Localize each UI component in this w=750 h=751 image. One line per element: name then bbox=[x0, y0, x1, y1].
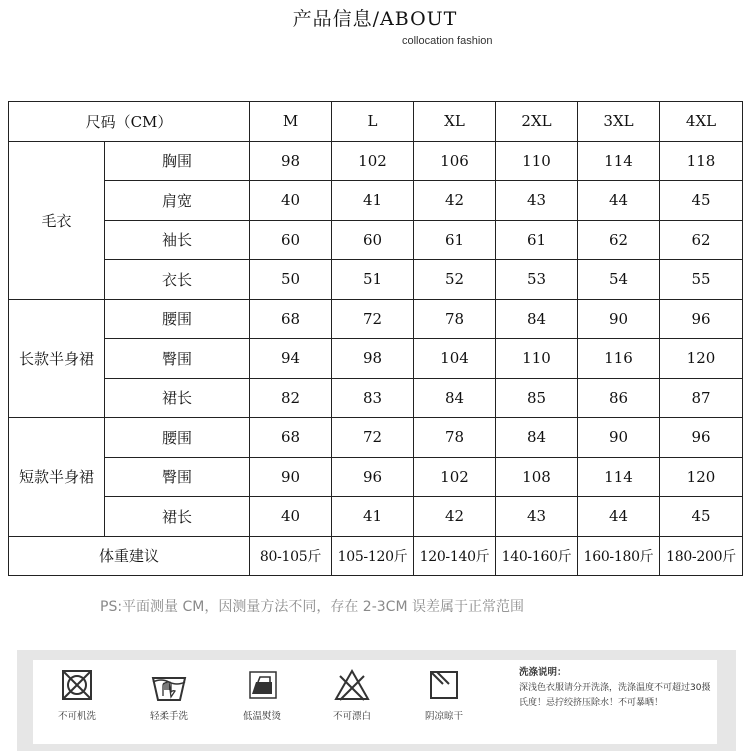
measure-value: 52 bbox=[414, 260, 496, 300]
measure-value: 72 bbox=[332, 418, 414, 458]
weight-value: 180-200斤 bbox=[660, 536, 743, 576]
size-table bbox=[8, 101, 743, 576]
weight-value: 105-120斤 bbox=[332, 536, 414, 576]
measure-value: 90 bbox=[578, 418, 660, 458]
table-row bbox=[9, 339, 743, 379]
measure-value: 45 bbox=[660, 497, 743, 537]
measure-value: 82 bbox=[250, 378, 332, 418]
measure-value: 118 bbox=[660, 141, 743, 181]
measure-value: 96 bbox=[332, 457, 414, 497]
measure-value: 110 bbox=[496, 141, 578, 181]
measure-value: 68 bbox=[250, 299, 332, 339]
measure-label: 臀围 bbox=[105, 339, 250, 379]
weight-value: 140-160斤 bbox=[496, 536, 578, 576]
measure-value: 42 bbox=[414, 497, 496, 537]
table-row bbox=[9, 378, 743, 418]
measure-value: 45 bbox=[660, 181, 743, 221]
measure-value: 104 bbox=[414, 339, 496, 379]
table-row bbox=[9, 418, 743, 458]
size-header-cell: L bbox=[332, 102, 414, 142]
measure-value: 53 bbox=[496, 260, 578, 300]
no-bleach-icon bbox=[332, 666, 372, 704]
measure-value: 84 bbox=[496, 299, 578, 339]
size-header-cell: 4XL bbox=[660, 102, 743, 142]
size-header-cell: 2XL bbox=[496, 102, 578, 142]
page-title: 产品信息/ABOUT bbox=[292, 8, 458, 30]
measure-value: 60 bbox=[250, 220, 332, 260]
group-label: 长款半身裙 bbox=[9, 299, 105, 418]
care-label: 阴凉晾干 bbox=[424, 711, 463, 722]
measure-label: 腰围 bbox=[105, 299, 250, 339]
weight-value: 120-140斤 bbox=[414, 536, 496, 576]
care-label: 低温熨烫 bbox=[242, 711, 281, 722]
measure-value: 61 bbox=[496, 220, 578, 260]
measure-label: 臀围 bbox=[105, 457, 250, 497]
measure-value: 84 bbox=[414, 378, 496, 418]
size-header-cell: M bbox=[250, 102, 332, 142]
table-row bbox=[9, 457, 743, 497]
measure-value: 90 bbox=[250, 457, 332, 497]
weight-value: 80-105斤 bbox=[250, 536, 332, 576]
no-machine-wash-icon bbox=[57, 666, 97, 704]
measure-value: 72 bbox=[332, 299, 414, 339]
care-item-no-bleach bbox=[316, 666, 388, 722]
measure-value: 62 bbox=[578, 220, 660, 260]
size-header-label: 尺码（CM） bbox=[9, 102, 250, 142]
care-label: 不可漂白 bbox=[332, 711, 371, 722]
measure-label: 腰围 bbox=[105, 418, 250, 458]
measure-label: 肩宽 bbox=[105, 181, 250, 221]
measure-value: 78 bbox=[414, 299, 496, 339]
measure-value: 78 bbox=[414, 418, 496, 458]
care-item-no-machine-wash bbox=[41, 666, 113, 722]
care-item-low-iron bbox=[226, 666, 298, 722]
table-header-row bbox=[9, 102, 743, 142]
measure-value: 102 bbox=[414, 457, 496, 497]
shade-dry-icon bbox=[424, 666, 464, 704]
measure-value: 87 bbox=[660, 378, 743, 418]
measure-value: 41 bbox=[332, 497, 414, 537]
page-subtitle: collocation fashion bbox=[402, 35, 493, 47]
measure-value: 83 bbox=[332, 378, 414, 418]
measure-value: 90 bbox=[578, 299, 660, 339]
measure-value: 54 bbox=[578, 260, 660, 300]
measure-value: 43 bbox=[496, 181, 578, 221]
care-item-hand-wash bbox=[133, 666, 205, 722]
measure-value: 55 bbox=[660, 260, 743, 300]
measure-value: 98 bbox=[332, 339, 414, 379]
measure-value: 40 bbox=[250, 181, 332, 221]
care-inner bbox=[33, 660, 717, 744]
weight-row bbox=[9, 536, 743, 576]
measure-label: 袖长 bbox=[105, 220, 250, 260]
low-iron-icon bbox=[242, 666, 282, 704]
measure-value: 108 bbox=[496, 457, 578, 497]
measure-value: 42 bbox=[414, 181, 496, 221]
measure-value: 44 bbox=[578, 497, 660, 537]
measure-value: 68 bbox=[250, 418, 332, 458]
table-row bbox=[9, 497, 743, 537]
table-row bbox=[9, 260, 743, 300]
size-header-cell: 3XL bbox=[578, 102, 660, 142]
measure-value: 85 bbox=[496, 378, 578, 418]
table-row bbox=[9, 220, 743, 260]
measure-value: 110 bbox=[496, 339, 578, 379]
wash-title: 洗涤说明： bbox=[519, 667, 567, 678]
care-label: 不可机洗 bbox=[57, 711, 96, 722]
wash-instructions bbox=[519, 664, 711, 711]
measure-value: 51 bbox=[332, 260, 414, 300]
measure-value: 44 bbox=[578, 181, 660, 221]
measure-value: 43 bbox=[496, 497, 578, 537]
measure-value: 84 bbox=[496, 418, 578, 458]
measure-value: 86 bbox=[578, 378, 660, 418]
care-item-shade-dry bbox=[408, 666, 480, 722]
measure-value: 98 bbox=[250, 141, 332, 181]
care-panel bbox=[17, 650, 736, 751]
measure-value: 106 bbox=[414, 141, 496, 181]
measure-value: 96 bbox=[660, 418, 743, 458]
size-header-cell: XL bbox=[414, 102, 496, 142]
weight-value: 160-180斤 bbox=[578, 536, 660, 576]
measure-value: 62 bbox=[660, 220, 743, 260]
care-label: 轻柔手洗 bbox=[149, 711, 188, 722]
measure-label: 裙长 bbox=[105, 378, 250, 418]
measure-value: 114 bbox=[578, 141, 660, 181]
table-row bbox=[9, 299, 743, 339]
measure-value: 61 bbox=[414, 220, 496, 260]
measurement-note: PS:平面测量 CM，因测量方法不同，存在 2-3CM 误差属于正常范围 bbox=[100, 599, 524, 615]
group-label: 短款半身裙 bbox=[9, 418, 105, 537]
measure-value: 116 bbox=[578, 339, 660, 379]
measure-value: 96 bbox=[660, 299, 743, 339]
group-label: 毛衣 bbox=[9, 141, 105, 299]
measure-value: 102 bbox=[332, 141, 414, 181]
measure-label: 裙长 bbox=[105, 497, 250, 537]
measure-value: 60 bbox=[332, 220, 414, 260]
hand-wash-icon bbox=[149, 666, 189, 704]
table-row bbox=[9, 181, 743, 221]
measure-value: 41 bbox=[332, 181, 414, 221]
measure-label: 衣长 bbox=[105, 260, 250, 300]
measure-value: 120 bbox=[660, 457, 743, 497]
measure-value: 114 bbox=[578, 457, 660, 497]
measure-label: 胸围 bbox=[105, 141, 250, 181]
wash-text: 深浅色衣服请分开洗涤，洗涤温度不可超过30摄氏度！忌拧绞挤压除水！不可暴晒！ bbox=[519, 683, 711, 708]
measure-value: 94 bbox=[250, 339, 332, 379]
measure-value: 40 bbox=[250, 497, 332, 537]
measure-value: 120 bbox=[660, 339, 743, 379]
weight-label: 体重建议 bbox=[9, 536, 250, 576]
measure-value: 50 bbox=[250, 260, 332, 300]
table-row bbox=[9, 141, 743, 181]
